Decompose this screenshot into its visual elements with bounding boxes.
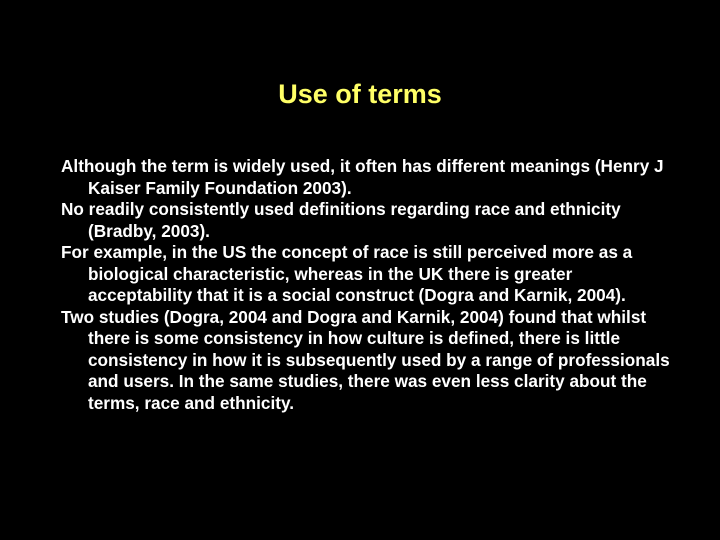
slide-body — [61, 156, 671, 414]
paragraph-term-usage: Although the term is widely used, it often has different meanings (Henry J Kaiser Family Foundation 2003). — [61, 156, 664, 198]
paragraph-two-studies: Two studies (Dogra, 2004 and Dogra and Karnik, 2004) found that whilst there is some consistency in how culture is defined, there is little consistency in how it is subsequently used by a range of professionals and users. In the same studies, there was even less clarity about the terms, race and ethnicity. — [61, 306, 670, 413]
slide-title: Use of terms — [278, 79, 442, 109]
paragraph-definitions: No readily consistently used definitions regarding race and ethnicity (Bradby, 2003). — [61, 199, 621, 241]
paragraph-us-uk-example: For example, in the US the concept of race is still perceived more as a biological characteristic, whereas in the UK there is greater acceptability that it is a social construct (Dogra and Karnik, 2004). — [61, 242, 633, 305]
